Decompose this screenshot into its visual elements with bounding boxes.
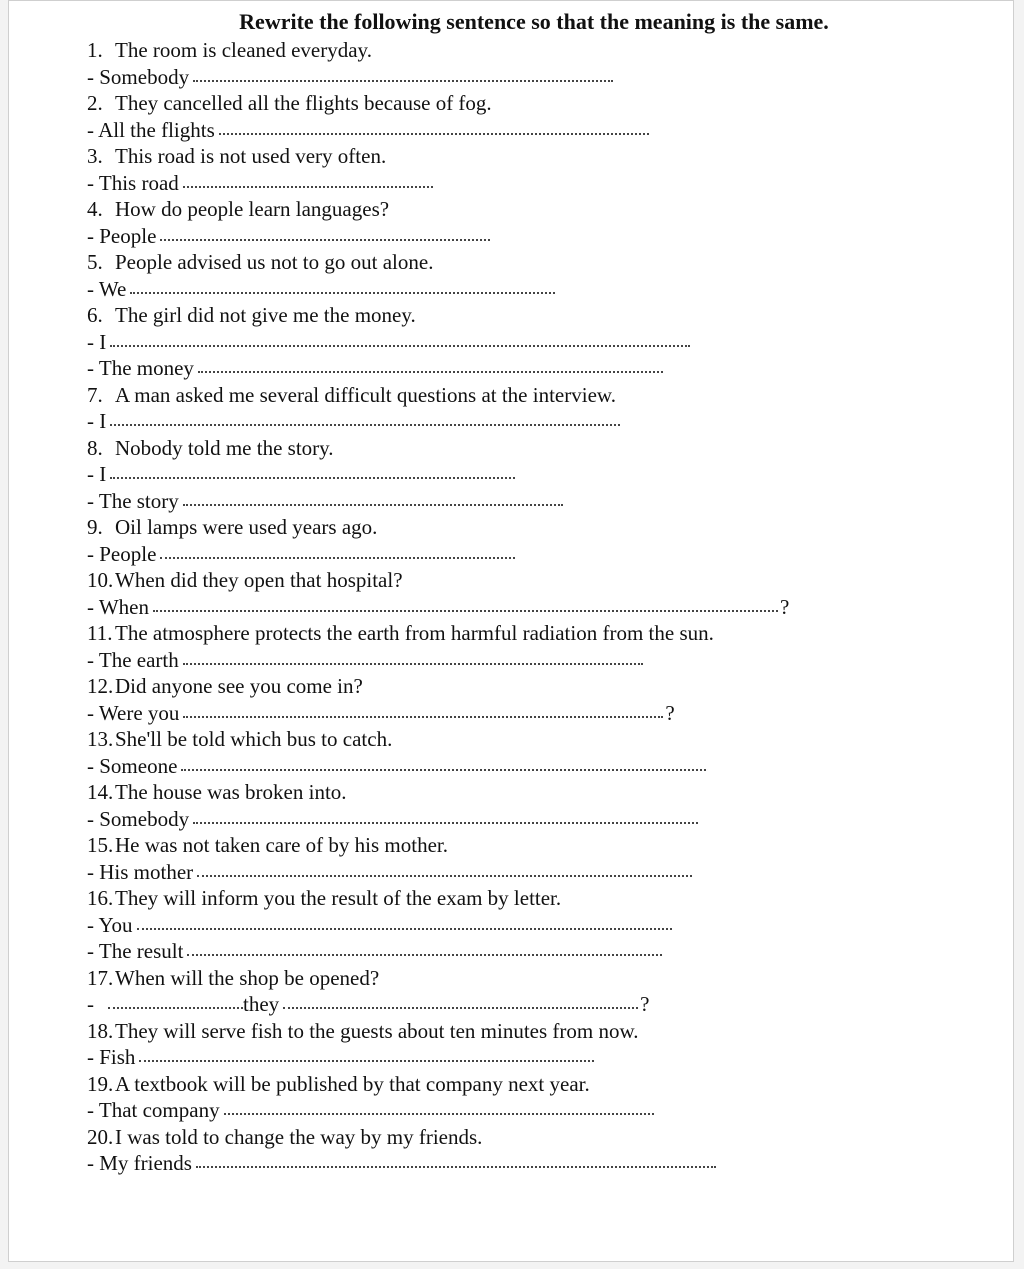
answer-blank[interactable] (224, 1109, 654, 1115)
question-text: Did anyone see you come in? (115, 674, 363, 698)
exercise-list (87, 37, 987, 1177)
question-row (87, 567, 987, 594)
question-number: 5. (87, 250, 103, 274)
answer-prompt: - All the flights (87, 117, 215, 142)
question-text: This road is not used very often. (115, 144, 387, 168)
question-text: The atmosphere protects the earth from harmful radiation from the sun. (115, 621, 714, 645)
answer-prompt: - People (87, 223, 157, 248)
answer-blank[interactable] (219, 129, 649, 135)
answer-row (87, 859, 987, 886)
question-row (87, 249, 987, 276)
answer-prompt: - This road (87, 170, 179, 195)
answer-blank[interactable] (183, 182, 433, 188)
answer-blank[interactable] (137, 924, 672, 930)
answer-row (87, 488, 987, 515)
question-text: When did they open that hospital? (115, 568, 403, 592)
question-row (87, 885, 987, 912)
answer-blank[interactable] (198, 367, 663, 373)
question-row (87, 514, 987, 541)
answer-row (87, 329, 987, 356)
question-number: 12. (87, 674, 114, 698)
question-row (87, 673, 987, 700)
question-text: How do people learn languages? (115, 197, 390, 221)
answer-blank[interactable] (193, 76, 613, 82)
question-number: 9. (87, 515, 103, 539)
answer-row (87, 1097, 987, 1124)
question-text: He was not taken care of by his mother. (115, 833, 448, 857)
answer-prompt: - Someone (87, 753, 178, 778)
question-number: 17. (87, 965, 114, 990)
question-row (87, 779, 987, 806)
answer-row (87, 753, 987, 780)
answer-blank[interactable] (139, 1056, 594, 1062)
answer-prompt: - Somebody (87, 64, 190, 89)
worksheet-title: Rewrite the following sentence so that the meaning is the same. (239, 9, 829, 34)
answer-blank[interactable] (183, 659, 643, 665)
question-number: 14. (87, 780, 114, 804)
answer-row (87, 806, 987, 833)
answer-row (87, 647, 987, 674)
answer-prompt: - Fish (87, 1045, 136, 1069)
answer-blank[interactable] (130, 288, 555, 294)
answer-row (87, 912, 987, 939)
question-text: They will serve fish to the guests about ten minutes from now. (115, 1018, 639, 1043)
answer-blank[interactable] (160, 235, 490, 241)
answer-blank[interactable] (193, 818, 698, 824)
question-text: When will the shop be opened? (115, 965, 380, 990)
answer-row (87, 991, 987, 1018)
answer-blank[interactable] (187, 950, 662, 956)
question-text: The girl did not give me the money. (115, 303, 416, 327)
answer-prompt: - People (87, 541, 157, 566)
answer-prompt: - The earth (87, 647, 179, 672)
answer-row (87, 594, 987, 621)
answer-blank[interactable] (183, 712, 663, 718)
answer-row (87, 938, 987, 965)
answer-blank[interactable] (197, 871, 692, 877)
answer-prompt: - When (87, 594, 150, 619)
question-number: 18. (87, 1018, 114, 1043)
question-number: 15. (87, 833, 114, 857)
question-number: 11. (87, 621, 113, 645)
answer-blank[interactable] (196, 1162, 716, 1168)
question-number: 3. (87, 144, 103, 168)
answer-prompt: - That company (87, 1098, 220, 1122)
question-row (87, 90, 987, 117)
answer-prompt: - (87, 992, 94, 1016)
answer-blank[interactable] (108, 1003, 243, 1009)
answer-blank[interactable] (160, 553, 515, 559)
answer-prompt: - I (87, 462, 107, 486)
question-number: 20. (87, 1124, 114, 1149)
answer-row (87, 117, 987, 144)
answer-prompt: - You (87, 912, 133, 937)
question-text: The house was broken into. (115, 780, 347, 804)
question-text: She'll be told which bus to catch. (115, 727, 393, 751)
answer-row (87, 355, 987, 382)
answer-prompt: - I (87, 329, 107, 354)
question-number: 1. (87, 38, 103, 62)
question-text: A textbook will be published by that company next year. (115, 1071, 590, 1096)
answer-row (87, 64, 987, 91)
answer-prompt: - Somebody (87, 806, 190, 831)
answer-blank[interactable] (110, 341, 690, 347)
question-text: A man asked me several difficult questions at the interview. (115, 382, 616, 407)
answer-prompt: - We (87, 276, 127, 301)
answer-punctuation: ? (665, 700, 675, 725)
question-row (87, 143, 987, 170)
answer-prompt: - Were you (87, 700, 180, 725)
answer-row (87, 223, 987, 250)
answer-blank[interactable] (181, 765, 706, 771)
question-row (87, 302, 987, 329)
question-number: 6. (87, 303, 103, 327)
answer-row (87, 541, 987, 568)
question-row (87, 1018, 987, 1045)
question-text: Nobody told me the story. (115, 435, 334, 460)
question-text: They will inform you the result of the exam by letter. (115, 886, 562, 910)
answer-blank[interactable] (110, 420, 620, 426)
answer-word: they (243, 992, 280, 1016)
answer-row (87, 276, 987, 303)
answer-row (87, 700, 987, 727)
question-number: 2. (87, 91, 103, 115)
question-text: The room is cleaned everyday. (115, 38, 372, 62)
answer-prompt: - His mother (87, 859, 194, 884)
question-number: 16. (87, 886, 114, 910)
question-number: 19. (87, 1071, 114, 1096)
question-row (87, 620, 987, 647)
question-text: Oil lamps were used years ago. (115, 515, 378, 539)
question-text: They cancelled all the flights because of fog. (115, 91, 492, 115)
answer-prompt: - My friends (87, 1151, 192, 1175)
question-row (87, 382, 987, 409)
question-text: I was told to change the way by my friends. (115, 1124, 483, 1149)
question-row (87, 196, 987, 223)
question-row (87, 832, 987, 859)
answer-row (87, 408, 987, 435)
question-row (87, 1071, 987, 1098)
question-number: 4. (87, 197, 103, 221)
worksheet-page (8, 0, 1014, 1262)
question-row (87, 726, 987, 753)
question-number: 8. (87, 435, 103, 460)
answer-row (87, 1044, 987, 1071)
answer-punctuation: ? (780, 594, 790, 619)
answer-prompt: - I (87, 409, 107, 433)
answer-blank[interactable] (283, 1003, 638, 1009)
answer-punctuation: ? (640, 992, 650, 1016)
answer-blank[interactable] (153, 606, 778, 612)
question-number: 13. (87, 727, 114, 751)
question-number: 10. (87, 568, 114, 592)
answer-blank[interactable] (110, 473, 515, 479)
question-row (87, 965, 987, 992)
answer-row (87, 461, 987, 488)
answer-row (87, 170, 987, 197)
question-row (87, 37, 987, 64)
question-text: People advised us not to go out alone. (115, 250, 434, 274)
answer-prompt: - The result (87, 939, 184, 963)
answer-prompt: - The money (87, 356, 194, 380)
question-row (87, 435, 987, 462)
question-number: 7. (87, 382, 103, 407)
answer-blank[interactable] (183, 500, 563, 506)
answer-row (87, 1150, 987, 1177)
question-row (87, 1124, 987, 1151)
answer-prompt: - The story (87, 488, 179, 513)
